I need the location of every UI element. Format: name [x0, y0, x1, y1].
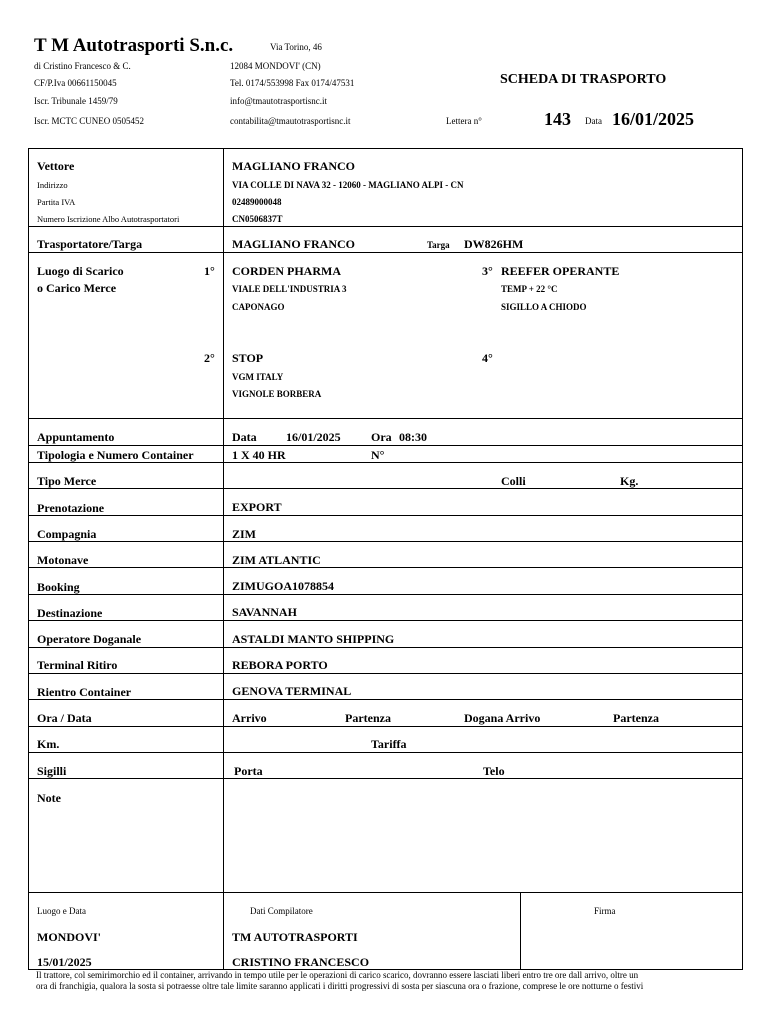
column-divider	[223, 148, 224, 970]
rientro-container-label: Rientro Container	[37, 685, 132, 699]
company-email-contabilita: contabilita@tmautotrasportisnc.it	[230, 116, 351, 126]
appuntamento-time: 08:30	[399, 430, 427, 444]
company-tribunale: Iscr. Tribunale 1459/79	[34, 96, 118, 106]
company-street: Via Torino, 46	[270, 42, 322, 52]
rientro-container-value: GENOVA TERMINAL	[232, 684, 352, 698]
row-line	[28, 515, 743, 516]
booking-label: Booking	[37, 580, 80, 594]
terminal-ritiro-value: REBORA PORTO	[232, 658, 328, 672]
container-number-label: N°	[371, 448, 385, 462]
porta-label: Porta	[234, 764, 263, 778]
stop-2-name: STOP	[232, 351, 264, 365]
partenza-label: Partenza	[345, 711, 391, 725]
company-name: T M Autotrasporti S.n.c.	[34, 35, 234, 56]
row-line	[28, 726, 743, 727]
row-line	[28, 647, 743, 648]
trasportatore-label: Trasportatore/Targa	[37, 237, 143, 251]
row-line	[28, 445, 743, 446]
row-line	[28, 699, 743, 700]
company-city: 12084 MONDOVI' (CN)	[230, 61, 321, 71]
appuntamento-date-label: Data	[232, 430, 257, 444]
sigilli-label: Sigilli	[37, 764, 67, 778]
luogo-label-2: o Carico Merce	[37, 281, 117, 295]
dogana-partenza-label: Partenza	[613, 711, 659, 725]
ora-data-label: Ora / Data	[37, 711, 92, 725]
footer-terms	[36, 970, 741, 992]
letter-number: 143	[544, 109, 571, 129]
vettore-vat-label: Partita IVA	[37, 197, 76, 207]
vettore-vat: 02489000048	[232, 197, 282, 207]
signature-date: 15/01/2025	[37, 955, 92, 969]
company-email: info@tmautotrasportisnc.it	[230, 96, 328, 106]
luogo-label-1: Luogo di Scarico	[37, 264, 124, 278]
row-line	[28, 252, 743, 253]
vettore-address: VIA COLLE DI NAVA 32 - 12060 - MAGLIANO ALPI - CN	[232, 180, 464, 190]
compagnia-label: Compagnia	[37, 527, 97, 541]
vettore-name: MAGLIANO FRANCO	[232, 159, 355, 173]
row-line	[28, 226, 743, 227]
prenotazione-value: EXPORT	[232, 500, 282, 514]
operatore-doganale-label: Operatore Doganale	[37, 632, 142, 646]
footer-terms-line-1: Il trattore, col semirimorchio ed il container, arrivando in tempo utile per le operazioni di carico scarico, dovranno essere lasciati liberi entro tre ore dall arrivo, oltre un	[36, 970, 639, 980]
container-label: Tipologia e Numero Container	[37, 448, 194, 462]
letter-number-label: Lettera n°	[446, 116, 482, 126]
vettore-label: Vettore	[37, 159, 75, 173]
vettore-albo-label: Numero Iscrizione Albo Autotrasportatori	[37, 214, 180, 224]
stop-3-name: REEFER OPERANTE	[501, 264, 620, 278]
stop-1-number: 1°	[204, 264, 215, 278]
company-phone: Tel. 0174/553998 Fax 0174/47531	[230, 78, 355, 88]
motonave-label: Motonave	[37, 553, 89, 567]
row-line	[28, 752, 743, 753]
targa-value: DW826HM	[464, 237, 524, 251]
document-date: 16/01/2025	[612, 109, 695, 129]
stop-2-number: 2°	[204, 351, 215, 365]
row-line	[28, 488, 743, 489]
company-owner: di Cristino Francesco & C.	[34, 61, 131, 71]
footer-terms-line-2: ora di franchigia, qualora la sosta si potraesse oltre tale limite saranno applicati i diritti progressivi di sosta per siascuna ora o frazione, comprese le ore notturne o festivi	[36, 981, 644, 991]
appuntamento-date: 16/01/2025	[286, 430, 341, 444]
appuntamento-time-label: Ora	[371, 430, 392, 444]
motonave-value: ZIM ATLANTIC	[232, 553, 321, 567]
prenotazione-label: Prenotazione	[37, 501, 105, 515]
document-date-label: Data	[585, 116, 602, 126]
document-title: SCHEDA DI TRASPORTO	[500, 72, 667, 87]
tipo-merce-label: Tipo Merce	[37, 474, 97, 488]
stop-1-city: CAPONAGO	[232, 302, 285, 312]
row-line	[28, 892, 743, 893]
row-line	[28, 462, 743, 463]
row-line	[28, 567, 743, 568]
trasportatore-name: MAGLIANO FRANCO	[232, 237, 355, 251]
stop-4-number: 4°	[482, 351, 493, 365]
compiler-company: TM AUTOTRASPORTI	[232, 930, 358, 944]
row-line	[28, 594, 743, 595]
destinazione-value: SAVANNAH	[232, 605, 297, 619]
stop-2-address: VGM ITALY	[232, 372, 284, 382]
vettore-address-label: Indirizzo	[37, 180, 68, 190]
destinazione-label: Destinazione	[37, 606, 103, 620]
km-label: Km.	[37, 737, 60, 751]
stop-1-name: CORDEN PHARMA	[232, 264, 341, 278]
terminal-ritiro-label: Terminal Ritiro	[37, 658, 118, 672]
appuntamento-label: Appuntamento	[37, 430, 115, 444]
vettore-albo: CN0506837T	[232, 214, 283, 224]
compiler-person: CRISTINO FRANCESCO	[232, 955, 370, 969]
targa-label: Targa	[427, 240, 450, 250]
stop-1-address: VIALE DELL'INDUSTRIA 3	[232, 284, 347, 294]
dati-compilatore-label: Dati Compilatore	[250, 906, 313, 916]
company-mctc: Iscr. MCTC CUNEO 0505452	[34, 116, 144, 126]
row-line	[28, 673, 743, 674]
tariffa-label: Tariffa	[371, 737, 407, 751]
company-vat: CF/P.Iva 00661150045	[34, 78, 117, 88]
container-value: 1 X 40 HR	[232, 448, 286, 462]
kg-label: Kg.	[620, 474, 639, 488]
signature-divider	[520, 892, 521, 970]
booking-value: ZIMUGOA1078854	[232, 579, 334, 593]
row-line	[28, 778, 743, 779]
form-frame	[28, 148, 743, 970]
firma-label: Firma	[594, 906, 616, 916]
operatore-doganale-value: ASTALDI MANTO SHIPPING	[232, 632, 395, 646]
luogo-data-label: Luogo e Data	[37, 906, 86, 916]
telo-label: Telo	[483, 764, 505, 778]
colli-label: Colli	[501, 474, 526, 488]
row-line	[28, 541, 743, 542]
stop-3-number: 3°	[482, 264, 493, 278]
row-line	[28, 620, 743, 621]
stop-3-temperature: TEMP + 22 °C	[501, 284, 558, 294]
dogana-arrivo-label: Dogana Arrivo	[464, 711, 541, 725]
row-line	[28, 418, 743, 419]
stop-2-city: VIGNOLE BORBERA	[232, 389, 322, 399]
note-label: Note	[37, 791, 61, 805]
arrivo-label: Arrivo	[232, 711, 267, 725]
compagnia-value: ZIM	[232, 527, 256, 541]
signature-place: MONDOVI'	[37, 930, 101, 944]
stop-3-seal: SIGILLO A CHIODO	[501, 302, 587, 312]
